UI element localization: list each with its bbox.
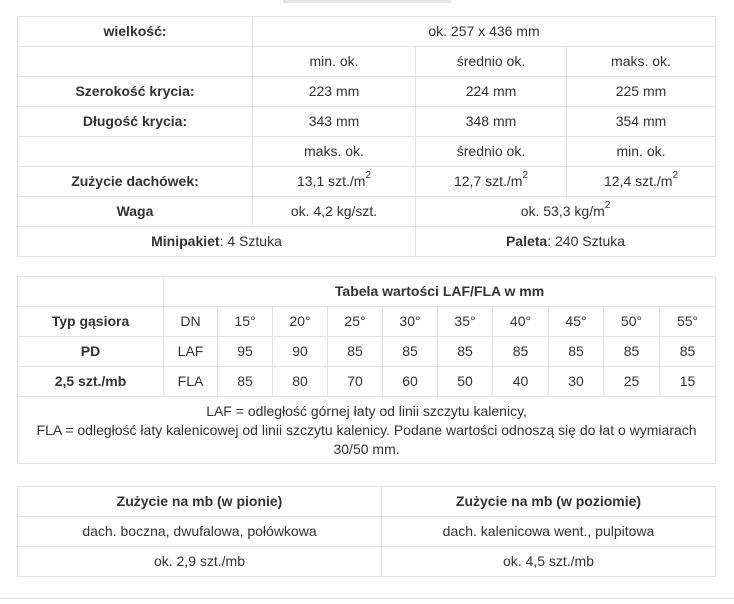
table-row [18,367,716,397]
usage-per-mb-table [17,486,716,577]
col-header: średnio ok. [416,47,567,77]
minipack: Minipakiet: 4 Sztuka [18,227,416,257]
table-row [18,277,716,307]
table-row [18,197,716,227]
angle-cell: 35° [438,307,493,337]
usage-header: Zużycie na mb (w poziomie) [382,487,716,517]
col-header: min. ok. [567,137,716,167]
cell-value: 85 [328,337,383,367]
angle-cell: 30° [383,307,438,337]
cell-value: 85 [660,337,716,367]
laf-note [18,397,716,464]
table-row [18,17,716,47]
cell-value: 80 [273,367,328,397]
usage-type: dach. kalenicowa went., pulpitowa [382,517,716,547]
cover-length-label: Długość krycia: [18,107,253,137]
tile-usage-label: Zużycie dachówek: [18,167,253,197]
active-tab-indicator [283,0,451,3]
usage-header: Zużycie na mb (w pionie) [18,487,382,517]
code-cell: DN [164,307,218,337]
table-row [18,487,716,517]
cell-value: 60 [383,367,438,397]
cell-value: 85 [438,337,493,367]
size-label: wielkość: [18,17,253,47]
cell-value: 85 [383,337,438,367]
cell-value: 70 [328,367,383,397]
angle-cell: 40° [493,307,549,337]
table-row [18,547,716,577]
top-tab-strip [0,0,734,4]
cover-width-label: Szerokość krycia: [18,77,253,107]
laf-fla-table [17,276,716,464]
angle-cell: 50° [604,307,660,337]
code-cell: FLA [164,367,218,397]
cell-value: 95 [218,337,273,367]
col-header: średnio ok. [416,137,567,167]
cell-value: 343 mm [253,107,416,137]
cell-value: 85 [493,337,549,367]
cell-value: 354 mm [567,107,716,137]
laf-table-title: Tabela wartości LAF/FLA w mm [164,277,716,307]
usage-value: ok. 2,9 szt./mb [18,547,382,577]
pallet: Paleta: 240 Sztuka [416,227,716,257]
table-row [18,517,716,547]
table-row [18,167,716,197]
weight-piece: ok. 4,2 kg/szt. [253,197,416,227]
bottom-divider [0,598,734,599]
cell-value: 223 mm [253,77,416,107]
cell-value: 40 [493,367,549,397]
cell-value: 15 [660,367,716,397]
cell-value: 85 [549,337,604,367]
table-row [18,337,716,367]
cell-value: 25 [604,367,660,397]
cell-value: 30 [549,367,604,397]
weight-area: ok. 53,3 $kg/m^2$ [416,197,716,227]
col-header: min. ok. [253,47,416,77]
dimensions-table [17,16,716,257]
table-row [18,107,716,137]
angle-cell: 15° [218,307,273,337]
cell-value: 224 mm [416,77,567,107]
row-label: Typ gąsiora [18,307,164,337]
row-label: 2,5 szt./mb [18,367,164,397]
note-line: LAF = odległość górnej łaty od linii szczytu kalenicy, [206,402,527,419]
col-header: maks. ok. [253,137,416,167]
cell-value: 225 mm [567,77,716,107]
cell-value: 85 [218,367,273,397]
row-label: PD [18,337,164,367]
code-cell: LAF [164,337,218,367]
angle-cell: 20° [273,307,328,337]
table-row [18,47,716,77]
size-value: ok. 257 x 436 mm [253,17,716,47]
table-row [18,77,716,107]
cell-value: 50 [438,367,493,397]
angle-cell: 25° [328,307,383,337]
table-row [18,397,716,464]
table-row [18,307,716,337]
cell-value: 85 [604,337,660,367]
cell-value: 90 [273,337,328,367]
cell-value: 13,1 $szt./m^2$ [253,167,416,197]
cell-value: 348 mm [416,107,567,137]
usage-type: dach. boczna, dwufalowa, połówkowa [18,517,382,547]
weight-label: Waga [18,197,253,227]
cell-value: 12,4 $szt./m^2$ [567,167,716,197]
note-line: FLA = odległość łaty kalenicowej od linii szczytu kalenicy. Podane wartości odnoszą się do łat o wymiarach 30/50 mm. [36,421,697,457]
table-row [18,227,716,257]
usage-value: ok. 4,5 szt./mb [382,547,716,577]
angle-cell: 55° [660,307,716,337]
col-header: maks. ok. [567,47,716,77]
table-row [18,137,716,167]
angle-cell: 45° [549,307,604,337]
cell-value: 12,7 $szt./m^2$ [416,167,567,197]
